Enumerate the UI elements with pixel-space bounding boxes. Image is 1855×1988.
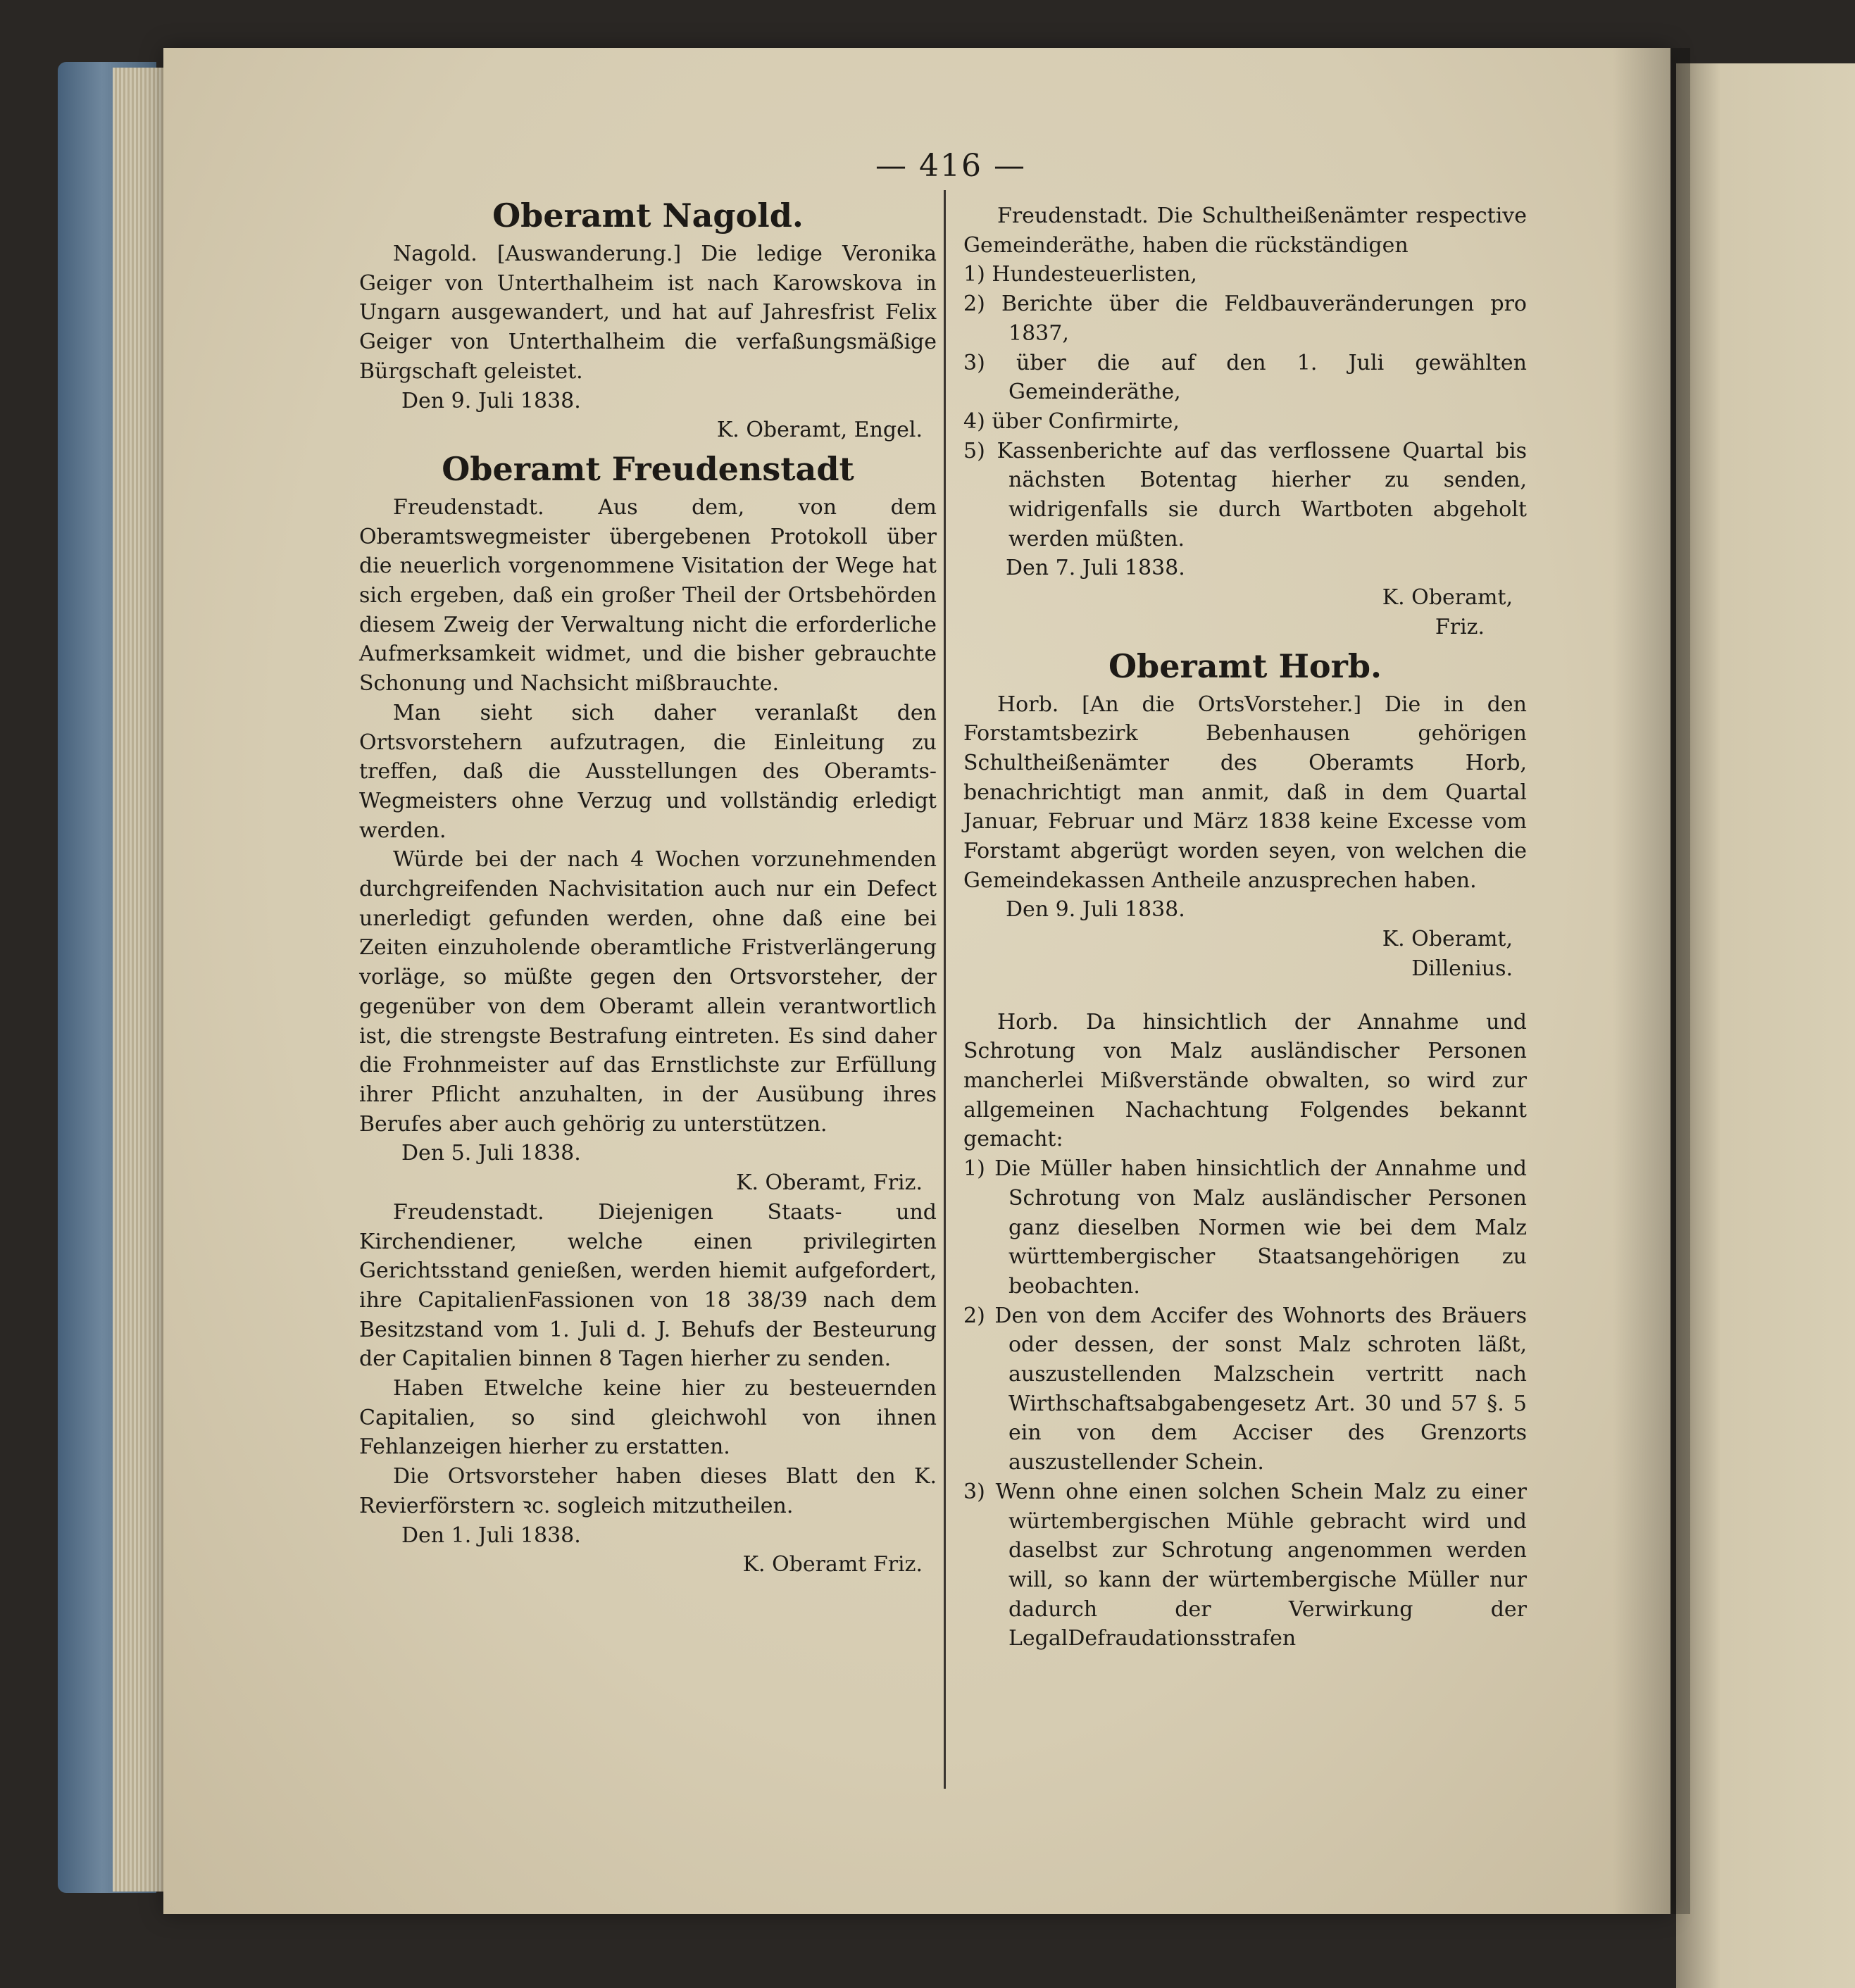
signature: K. Oberamt, bbox=[1382, 585, 1513, 611]
list-item: 4) über Confirmirte, bbox=[963, 408, 1180, 434]
list-item: 3) über die auf den 1. Juli gewählten Gemeinderäthe, bbox=[963, 350, 1527, 405]
signature: K. Oberamt, Engel. bbox=[716, 418, 923, 443]
list-item: 3) Wenn ohne einen solchen Schein Malz zu einer würtembergischen Mühle gebracht wird und daselbst zur Schrotung angenommen werden will, so kann der würtembergische Müller nur dadurch der Verwirkung der LegalDefraudationsstrafen bbox=[963, 1479, 1527, 1651]
list-item: 2) Berichte über die Feldbauveränderungen pro 1837, bbox=[963, 292, 1527, 346]
date-line: Den 5. Juli 1838. bbox=[401, 1141, 581, 1166]
gutter-shadow bbox=[1613, 48, 1690, 1914]
paragraph: Freudenstadt. Aus dem, von dem Oberamtswegmeister übergebenen Protokoll über die neuerlich vorgenommene Visitation der Wege hat sich ergeben, daß ein großer Theil der Ortsbehörden diesem Zweig der Verwaltung nicht die erforderliche Aufmerksamkeit widmet, und die bisher gebrauchte Schonung und Nachsicht mißbrauchte. bbox=[359, 494, 937, 696]
page-number: — 416 — bbox=[875, 148, 1026, 184]
paragraph: Würde bei der nach 4 Wochen vorzunehmenden durchgreifenden Nachvisitation auch nur ein Defect unerledigt gefunden werden, ohne daß eine bei Zeiten einzuholende oberamtliche Fristverlängerung vorläge, so müßte gegen den Ortsvorsteher, der gegenüber von dem Oberamt allein verantwortlich ist, die strengste Bestrafung eintreten. Es sind daher die Frohnmeister auf das Ernstlichste zur Erfüllung ihrer Pflicht anzuhalten, in der Ausübung ihres Berufes aber auch gehörig zu unterstützen. bbox=[359, 847, 937, 1137]
list-item: 5) Kassenberichte auf das verflossene Quartal bis nächsten Botentag hierher zu senden, widrigenfalls sie durch Wartboten abgeholt werden müßten. bbox=[963, 438, 1527, 551]
facing-page-edge bbox=[1676, 63, 1855, 1988]
signature-name: Friz. bbox=[1435, 614, 1485, 639]
left-column bbox=[359, 192, 937, 1580]
list-item: 2) Den von dem Accifer des Wohnorts des Bräuers oder dessen, der sonst Malz schroten läßt, auszustellenden Malzschein vertritt nach Wirthschaftsabgabengesetz Art. 30 und 57 §. 5 ein von dem Acciser des Grenzorts auszustellender Schein. bbox=[963, 1303, 1527, 1475]
heading-oberamt-horb: Oberamt Horb. bbox=[1108, 646, 1382, 685]
date-line: Den 9. Juli 1838. bbox=[401, 388, 581, 413]
column-divider bbox=[944, 190, 946, 1789]
paragraph: Freudenstadt. Die Schultheißenämter respective Gemeinderäthe, haben die rückständigen bbox=[963, 204, 1527, 258]
date-line: Den 1. Juli 1838. bbox=[401, 1523, 581, 1548]
paragraph: Freudenstadt. Diejenigen Staats- und Kirchendiener, welche einen privilegirten Gerichtsstand genießen, werden hiemit aufgefordert, ihre CapitalienFassionen von 18 38/39 nach dem Besitzstand vom 1. Juli d. J. Behufs der Besteurung der Capitalien binnen 8 Tagen hierher zu senden. bbox=[359, 1199, 937, 1372]
heading-oberamt-nagold: Oberamt Nagold. bbox=[492, 196, 804, 235]
paragraph: Nagold. [Auswanderung.] Die ledige Veronika Geiger von Unterthalheim ist nach Karowskova in Ungarn ausgewandert, und hat auf Jahresfrist Felix Geiger von Unterthalheim die verfaßungsmäßige Bürgschaft geleistet. bbox=[359, 242, 937, 384]
signature: K. Oberamt, Friz. bbox=[736, 1170, 923, 1196]
right-column bbox=[963, 201, 1527, 1653]
signature: K. Oberamt Friz. bbox=[742, 1552, 923, 1577]
paragraph: Horb. [An die OrtsVorsteher.] Die in den Forstamtsbezirk Bebenhausen gehörigen Schultheißenämter des Oberamts Horb, benachrichtigt man anmit, daß in dem Quartal Januar, Februar und März 1838 keine Excesse vom Forstamt abgerügt worden seyen, von welchen die Gemeindekassen Antheile anzusprechen haben. bbox=[963, 692, 1527, 893]
signature-name: Dillenius. bbox=[1411, 956, 1513, 981]
list-item: 1) Hundesteuerlisten, bbox=[963, 262, 1197, 287]
date-line: Den 9. Juli 1838. bbox=[1006, 897, 1185, 923]
paragraph: Man sieht sich daher veranlaßt den Ortsvorstehern aufzutragen, die Einleitung zu treffen, daß die Ausstellungen des Oberamts-Wegmeisters ohne Verzug und vollständig erledigt werden. bbox=[359, 700, 937, 843]
signature: K. Oberamt, bbox=[1382, 927, 1513, 952]
date-line: Den 7. Juli 1838. bbox=[1006, 556, 1185, 581]
list-item: 1) Die Müller haben hinsichtlich der Annahme und Schrotung von Malz ausländischer Personen ganz dieselben Normen wie bei dem Malz württembergischer Staatsangehörigen zu beobachten. bbox=[963, 1156, 1527, 1299]
paragraph: Horb. Da hinsichtlich der Annahme und Schrotung von Malz ausländischer Personen mancherlei Mißverstände obwalten, so wird zur allgemeinen Nachachtung Folgendes bekannt gemacht: bbox=[963, 1009, 1527, 1152]
heading-oberamt-freudenstadt: Oberamt Freudenstadt bbox=[442, 449, 854, 488]
paragraph: Die Ortsvorsteher haben dieses Blatt den K. Revierförstern ꝛc. sogleich mitzutheilen. bbox=[359, 1464, 937, 1518]
paragraph: Haben Etwelche keine hier zu besteuernden Capitalien, so sind gleichwohl von ihnen Fehlanzeigen hierher zu erstatten. bbox=[359, 1376, 937, 1460]
